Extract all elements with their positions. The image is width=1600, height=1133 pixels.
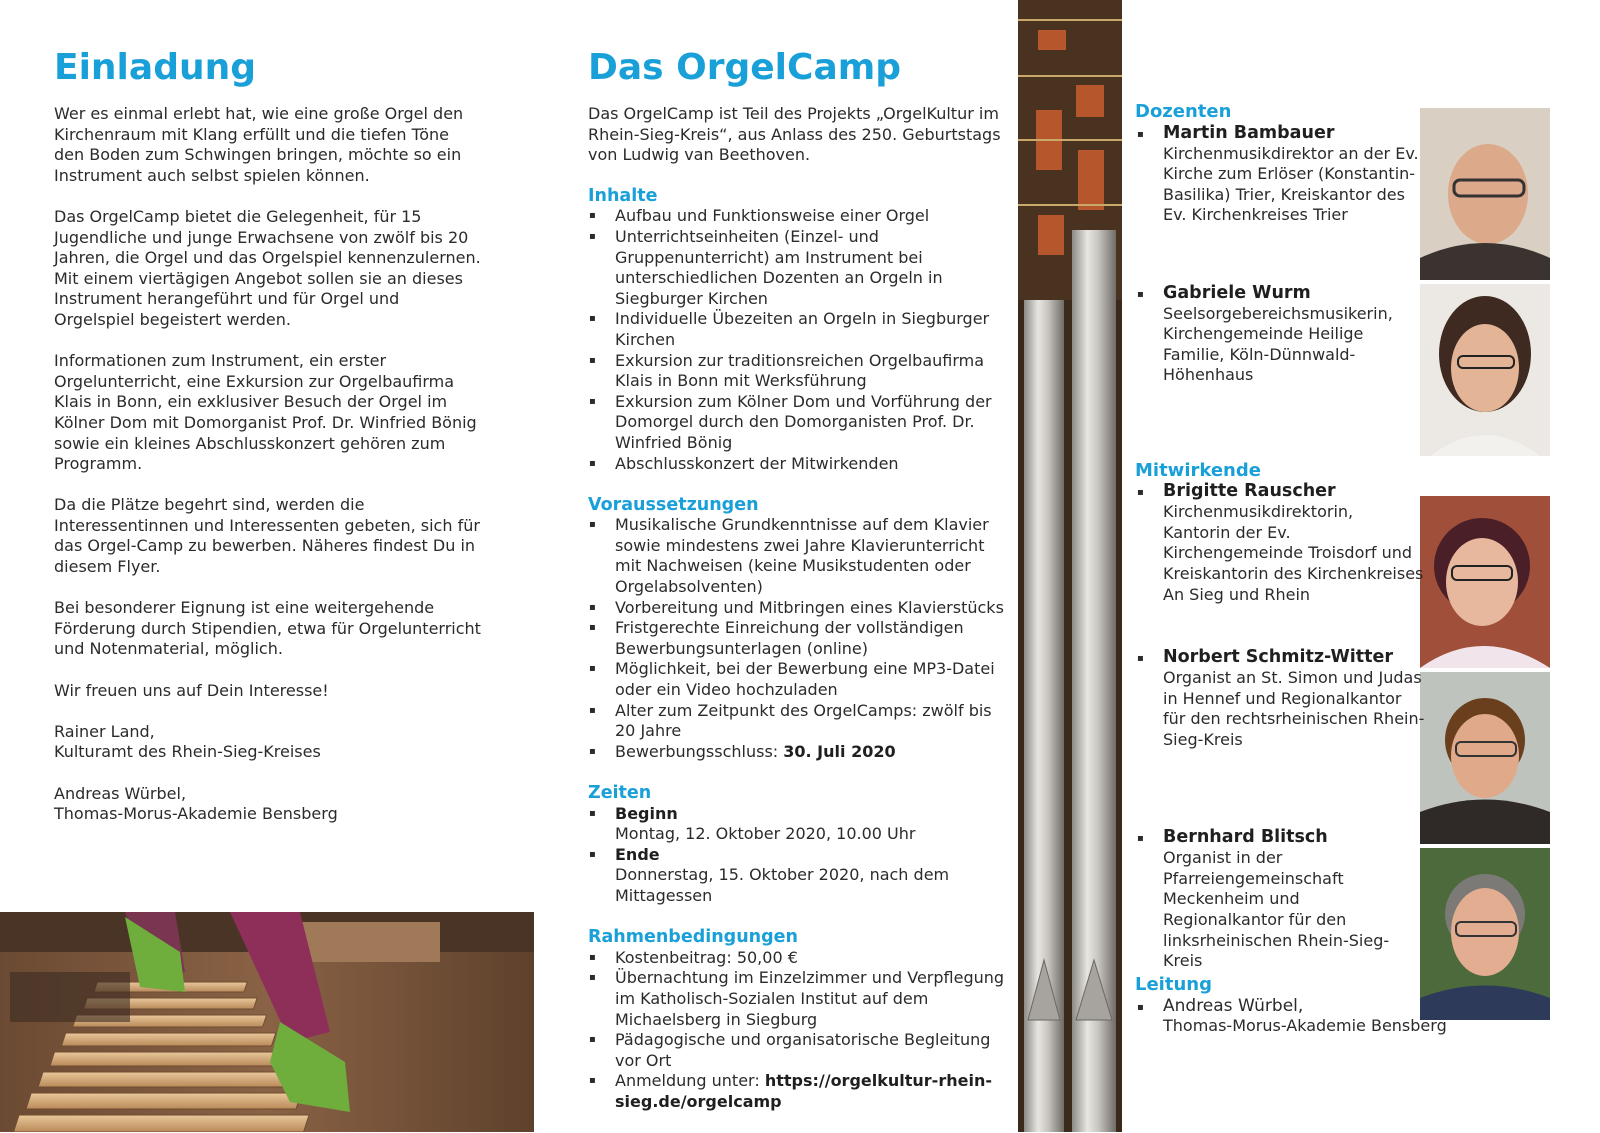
person-name: ▪ Norbert Schmitz-Witter <box>1163 647 1394 668</box>
list-item: ▪ Alter zum Zeitpunkt des OrgelCamps: zwölf bis 20 Jahre <box>588 701 1008 742</box>
person-leitung <box>1135 996 1483 1037</box>
list-item: ▪ Vorbereitung und Mitbringen eines Klavierstücks <box>588 598 1008 619</box>
dozenten-heading: Dozenten <box>1135 101 1232 122</box>
list-item: ▪ Fristgerechte Einreichung der vollständigen Bewerbungsunterlagen (online) <box>588 618 1008 659</box>
rahmen-heading: Rahmenbedingungen <box>588 927 798 948</box>
person-name: ▪ Brigitte Rauscher <box>1163 481 1336 502</box>
list-item: ▪ Übernachtung im Einzelzimmer und Verpflegung im Katholisch-Sozialen Institut auf dem Michaelsberg in Siegburg <box>588 968 1008 1030</box>
list-item: ▪ Pädagogische und organisatorische Begleitung vor Ort <box>588 1030 1008 1071</box>
leitung-heading: Leitung <box>1135 974 1212 996</box>
person-desc: Seelsorgebereichsmusikerin, Kirchengemeinde Heilige Familie, Köln-Dünnwald-Höhenhaus <box>1163 303 1393 385</box>
list-item-deadline <box>588 742 1008 763</box>
leitung-org: Thomas-Morus-Akademie Bensberg <box>1163 1016 1447 1036</box>
person-martin-bambauer <box>1135 123 1425 283</box>
zeiten-heading: Zeiten <box>588 783 652 803</box>
voraussetzungen-list <box>588 515 1008 762</box>
list-item: ▪ Aufbau und Funktionsweise einer Orgel <box>588 206 1008 227</box>
einladung-column <box>54 44 484 845</box>
person-norbert-schmitz-witter <box>1135 647 1425 827</box>
zeiten-list <box>588 804 1008 907</box>
ende-value: Donnerstag, 15. Oktober 2020, nach dem Mittagessen <box>615 865 950 905</box>
inhalte-heading: Inhalte <box>588 185 658 206</box>
signature-name: Rainer Land, <box>54 721 155 741</box>
signature-org: Kulturamt des Rhein-Sieg-Kreises <box>54 742 321 762</box>
einladung-paragraph: Informationen zum Instrument, ein erster Orgelunterricht, eine Exkursion zur Orgelbaufirma Klais in Bonn, ein exklusiver Besuch der Orgel im Kölner Dom mit Domorganist Prof. Dr. Winfried Bönig sowie ein kleines Abschlusskonzert gehören zum Programm. <box>54 351 477 474</box>
deadline-value: 30. Juli 2020 <box>783 741 896 761</box>
orgelcamp-title: Das OrgelCamp <box>588 47 902 88</box>
portrait-bernhard-blitsch <box>1420 848 1550 1020</box>
list-item: ▪ Exkursion zum Kölner Dom und Vorführung der Domorgel durch den Domorganisten Prof. Dr. Winfried Bönig <box>588 392 1008 454</box>
portrait-norbert-schmitz-witter <box>1420 672 1550 844</box>
list-item-anmeldung <box>588 1071 1008 1112</box>
person-desc: Kirchenmusikdirektorin, Kantorin der Ev. Kirchengemeinde Troisdorf und Kreiskantorin des Kirchenkreises An Sieg und Rhein <box>1163 502 1424 604</box>
list-item-ende <box>588 845 1008 907</box>
einladung-paragraph: Bei besonderer Eignung ist eine weitergehende Förderung durch Stipendien, etwa für Orgelunterricht und Notenmaterial, möglich. <box>54 598 481 659</box>
person-bernhard-blitsch <box>1135 827 1425 975</box>
inhalte-list <box>588 206 1008 474</box>
list-item: ▪ Individuelle Übezeiten an Orgeln in Siegburger Kirchen <box>588 309 1008 350</box>
mitwirkende-heading: Mitwirkende <box>1135 459 1261 481</box>
ende-label: Ende <box>615 844 660 864</box>
einladung-paragraph: Das OrgelCamp bietet die Gelegenheit, für 15 Jugendliche und junge Erwachsene von zwölf bis 20 Jahren, die Orgel und das Orgelspiel kennenzulernen. Mit einem viertägigen Angebot sollen sie an dieses Instrument herangeführt und für Orgel und Orgelspiel begeistert werden. <box>54 206 481 329</box>
signature-kulturamt <box>54 722 484 763</box>
team-column <box>1135 101 1447 1037</box>
rahmen-list <box>588 948 1008 1113</box>
einladung-paragraph: Wer es einmal erlebt hat, wie eine große Orgel den Kirchenraum mit Klang erfüllt und die tiefen Töne den Boden zum Schwingen bringen, möchte so ein Instrument auch selbst spielen können. <box>54 104 464 185</box>
person-name: ▪ Martin Bambauer <box>1163 122 1335 143</box>
person-desc: Kirchenmusikdirektor an der Ev. Kirche zum Erlöser (Konstantin-Basilika) Trier, Kreiskantor des Ev. Kirchenkreises Trier <box>1163 143 1419 225</box>
portrait-brigitte-rauscher <box>1420 496 1550 668</box>
person-gabriele-wurm <box>1135 283 1425 461</box>
signature-akademie <box>54 784 484 825</box>
signature-org: Thomas-Morus-Akademie Bensberg <box>54 804 338 824</box>
organ-pipes-photo <box>1018 0 1122 1132</box>
beginn-label: Beginn <box>615 803 678 823</box>
person-desc: Organist an St. Simon und Judas in Hennef und Regionalkantor für den rechtsrheinischen Rhein-Sieg-Kreis <box>1163 668 1425 749</box>
orgelcamp-intro: Das OrgelCamp ist Teil des Projekts „OrgelKultur im Rhein-Sieg-Kreis“, aus Anlass des 250. Geburtstags von Ludwig van Beethoven. <box>588 104 1001 165</box>
list-item: ▪ Abschlusskonzert der Mitwirkenden <box>588 454 1008 475</box>
einladung-paragraph: Wir freuen uns auf Dein Interesse! <box>54 680 329 700</box>
einladung-title: Einladung <box>54 47 256 88</box>
anmeldung-label: Anmeldung unter: <box>615 1071 765 1091</box>
organ-pedals-photo <box>0 912 534 1132</box>
deadline-label: Bewerbungsschluss: <box>615 741 784 761</box>
voraussetzungen-heading: Voraussetzungen <box>588 494 759 515</box>
person-name: ▪ Bernhard Blitsch <box>1163 827 1328 848</box>
list-item: ▪ Möglichkeit, bei der Bewerbung eine MP3-Datei oder ein Video hochzuladen <box>588 659 1008 700</box>
list-item: ▪ Kostenbeitrag: 50,00 € <box>588 948 1008 969</box>
portrait-martin-bambauer <box>1420 108 1550 280</box>
leitung-name: ▪ Andreas Würbel, <box>1163 995 1304 1016</box>
orgelcamp-column <box>588 44 1008 1133</box>
list-item: ▪ Unterrichtseinheiten (Einzel- und Gruppenunterricht) am Instrument bei unterschiedlichen Dozenten an Orgeln in Siegburger Kirchen <box>588 227 1008 309</box>
list-item: ▪ Musikalische Grundkenntnisse auf dem Klavier sowie mindestens zwei Jahre Klavierunterricht mit Nachweisen (keine Musikstudenten oder Orgelabsolventen) <box>588 515 1008 597</box>
beginn-value: Montag, 12. Oktober 2020, 10.00 Uhr <box>615 824 916 844</box>
person-desc: Organist in der Pfarreiengemeinschaft Meckenheim und Regionalkantor für den linksrheinischen Rhein-Sieg-Kreis <box>1163 848 1390 971</box>
anmeldung-link[interactable]: https://orgelkultur-rhein-sieg.de/orgelcamp <box>615 1071 992 1111</box>
einladung-paragraph: Da die Plätze begehrt sind, werden die Interessentinnen und Interessenten gebeten, sich für das Orgel-Camp zu bewerben. Näheres findest Du in diesem Flyer. <box>54 495 480 577</box>
person-brigitte-rauscher <box>1135 481 1425 647</box>
person-name: ▪ Gabriele Wurm <box>1163 282 1311 303</box>
list-item: ▪ Exkursion zur traditionsreichen Orgelbaufirma Klais in Bonn mit Werksführung <box>588 351 1008 392</box>
portrait-gabriele-wurm <box>1420 284 1550 456</box>
list-item-beginn <box>588 804 1008 845</box>
signature-name: Andreas Würbel, <box>54 783 187 803</box>
